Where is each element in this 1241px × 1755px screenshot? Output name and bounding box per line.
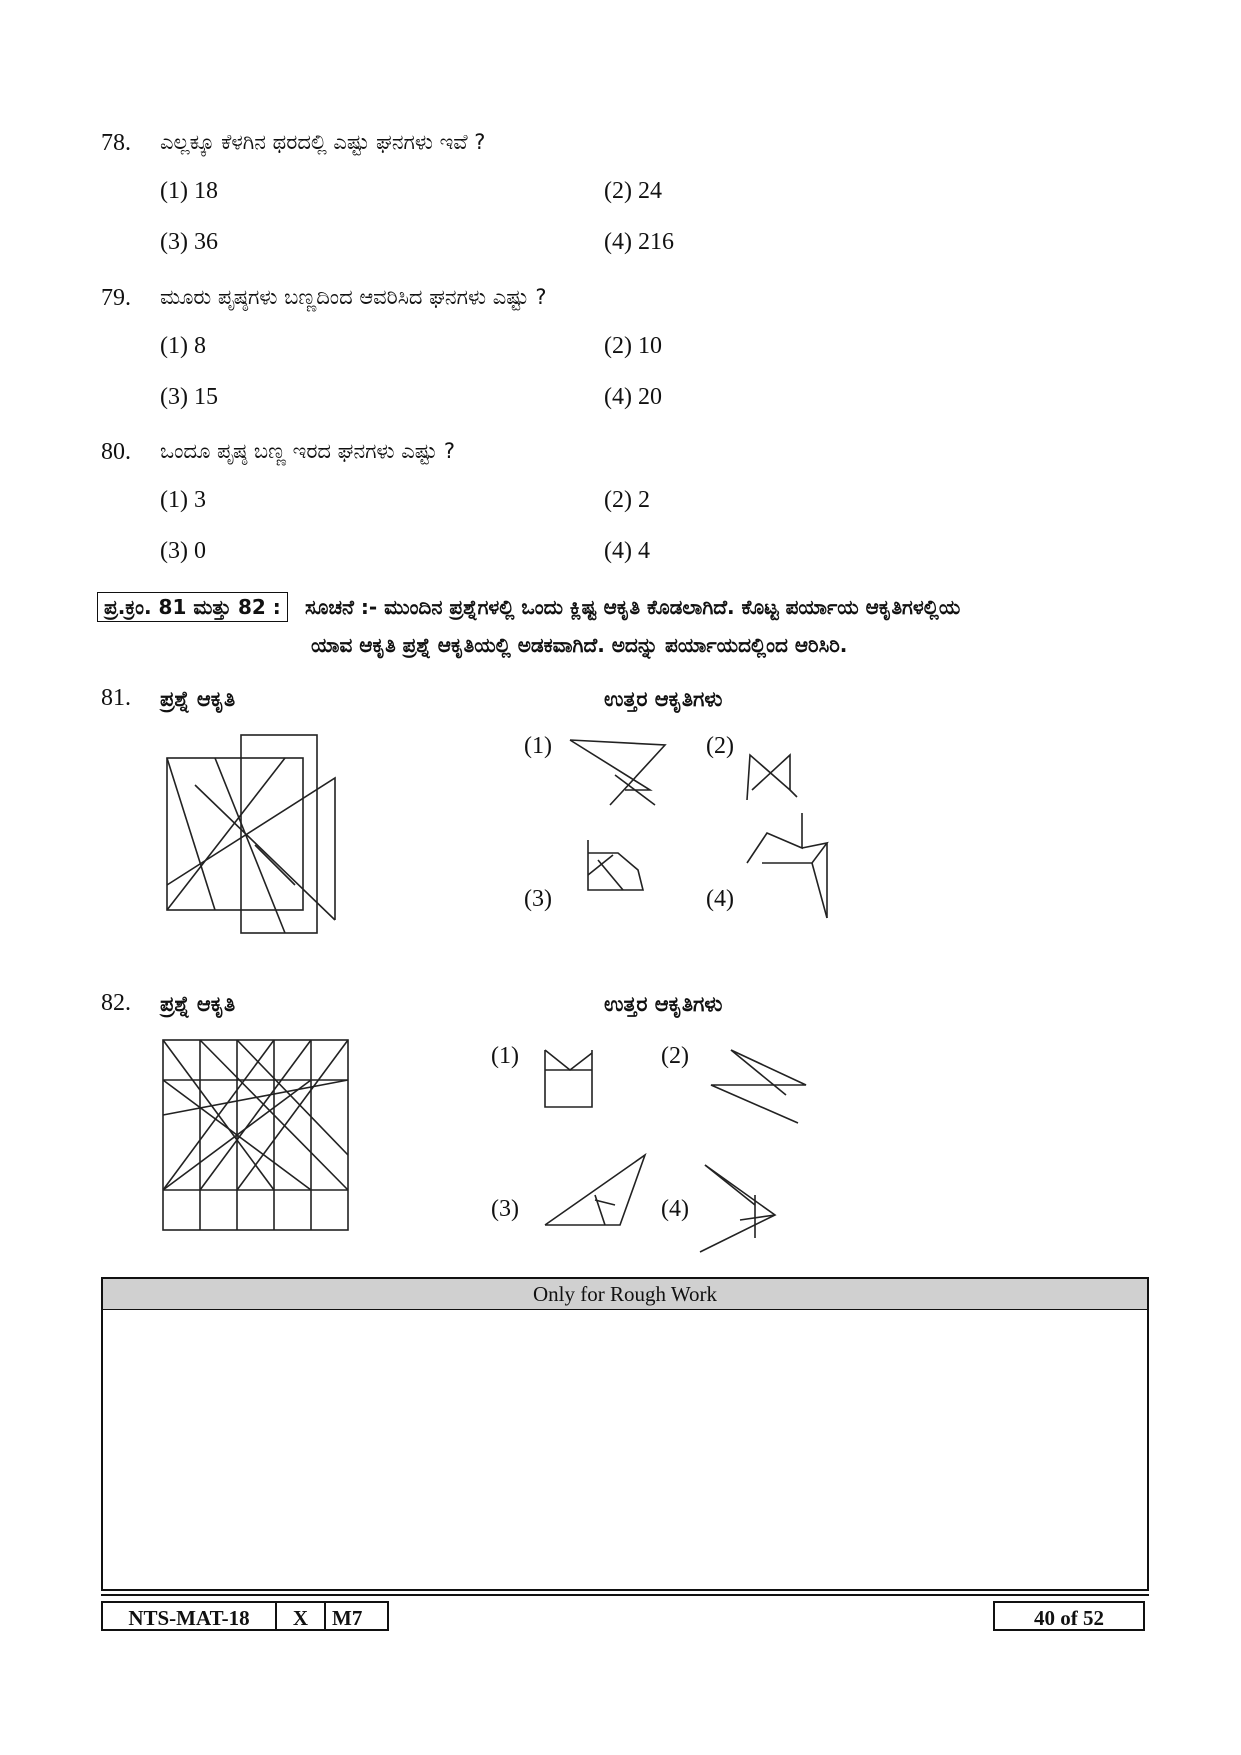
q81-answer-label: ಉತ್ತರ ಆಕೃತಿಗಳು [604,687,723,711]
rough-work-box [101,1277,1149,1591]
footer-set: M7 [324,1601,389,1631]
q79-option-4: (4) 20 [604,384,662,410]
q82-question-label: ಪ್ರಶ್ನೆ ಆಕೃತಿ [160,992,236,1016]
q78-option-4: (4) 216 [604,229,674,255]
q81-option-1-figure [565,735,675,810]
q81-option-2-label: (2) [706,733,734,759]
q81-number: 81. [101,685,131,711]
q79-option-3: (3) 15 [160,384,218,410]
q81-option-3-label: (3) [524,886,552,912]
q78-text: ಎಲ್ಲಕ್ಕೂ ಕೆಳಗಿನ ಥರದಲ್ಲಿ ಎಷ್ಟು ಘನಗಳು ಇವೆ ? [160,130,486,154]
q82-question-figure [158,1035,353,1235]
rough-work-title: Only for Rough Work [103,1279,1147,1310]
q79-number: 79. [101,285,131,311]
instruction-label: ಪ್ರ.ಕ್ರಂ. 81 ಮತ್ತು 82 : [97,592,288,622]
q81-option-1-label: (1) [524,733,552,759]
q78-number: 78. [101,130,131,156]
q82-number: 82. [101,990,131,1016]
q78-option-1: (1) 18 [160,178,218,204]
q79-text: ಮೂರು ಪೃಷ್ಠಗಳು ಬಣ್ಣದಿಂದ ಆವರಿಸಿದ ಘನಗಳು ಎಷ್ಟು ? [160,285,547,309]
q82-option-3-label: (3) [491,1196,519,1222]
q81-option-2-figure [742,745,802,805]
q80-number: 80. [101,439,131,465]
q79-option-1: (1) 8 [160,333,206,359]
q80-option-3: (3) 0 [160,538,206,564]
q81-option-3-figure [583,835,653,895]
footer-divider [101,1594,1149,1596]
instruction-line-1: ಸೂಚನೆ :- ಮುಂದಿನ ಪ್ರಶ್ನೆಗಳಲ್ಲಿ ಒಂದು ಕ್ಲಿಷ್ಟ ಆಕೃತಿ ಕೊಡಲಾಗಿದೆ. ಕೊಟ್ಟ ಪರ್ಯಾಯ ಆಕೃತಿಗಳಲ್ಲಿಯ [305,595,961,619]
q78-option-3: (3) 36 [160,229,218,255]
q82-option-2-label: (2) [661,1043,689,1069]
footer-page-number: 40 of 52 [993,1601,1145,1631]
instruction-line-2: ಯಾವ ಆಕೃತಿ ಪ್ರಶ್ನೆ ಆಕೃತಿಯಲ್ಲಿ ಅಡಕವಾಗಿದೆ. ಅದನ್ನು ಪರ್ಯಾಯದಲ್ಲಿಂದ ಆರಿಸಿರಿ. [311,633,848,657]
q81-question-label: ಪ್ರಶ್ನೆ ಆಕೃತಿ [160,687,236,711]
q81-option-4-label: (4) [706,886,734,912]
q78-option-2: (2) 24 [604,178,662,204]
q82-answer-label: ಉತ್ತರ ಆಕೃತಿಗಳು [604,992,723,1016]
q82-option-2-figure [706,1045,811,1125]
q81-option-4-figure [742,808,832,923]
q79-option-2: (2) 10 [604,333,662,359]
q82-option-4-figure [695,1160,780,1255]
q80-option-4: (4) 4 [604,538,650,564]
q82-option-1-label: (1) [491,1043,519,1069]
q80-option-1: (1) 3 [160,487,206,513]
q80-text: ಒಂದೂ ಪೃಷ್ಠ ಬಣ್ಣ ಇರದ ಘನಗಳು ಎಷ್ಟು ? [160,439,456,463]
footer-code: NTS-MAT-18 [101,1601,277,1631]
footer-class: X [275,1601,326,1631]
q82-option-1-figure [540,1045,600,1115]
q82-option-3-figure [540,1150,650,1230]
q82-option-4-label: (4) [661,1196,689,1222]
q80-option-2: (2) 2 [604,487,650,513]
q81-question-figure [155,725,345,935]
